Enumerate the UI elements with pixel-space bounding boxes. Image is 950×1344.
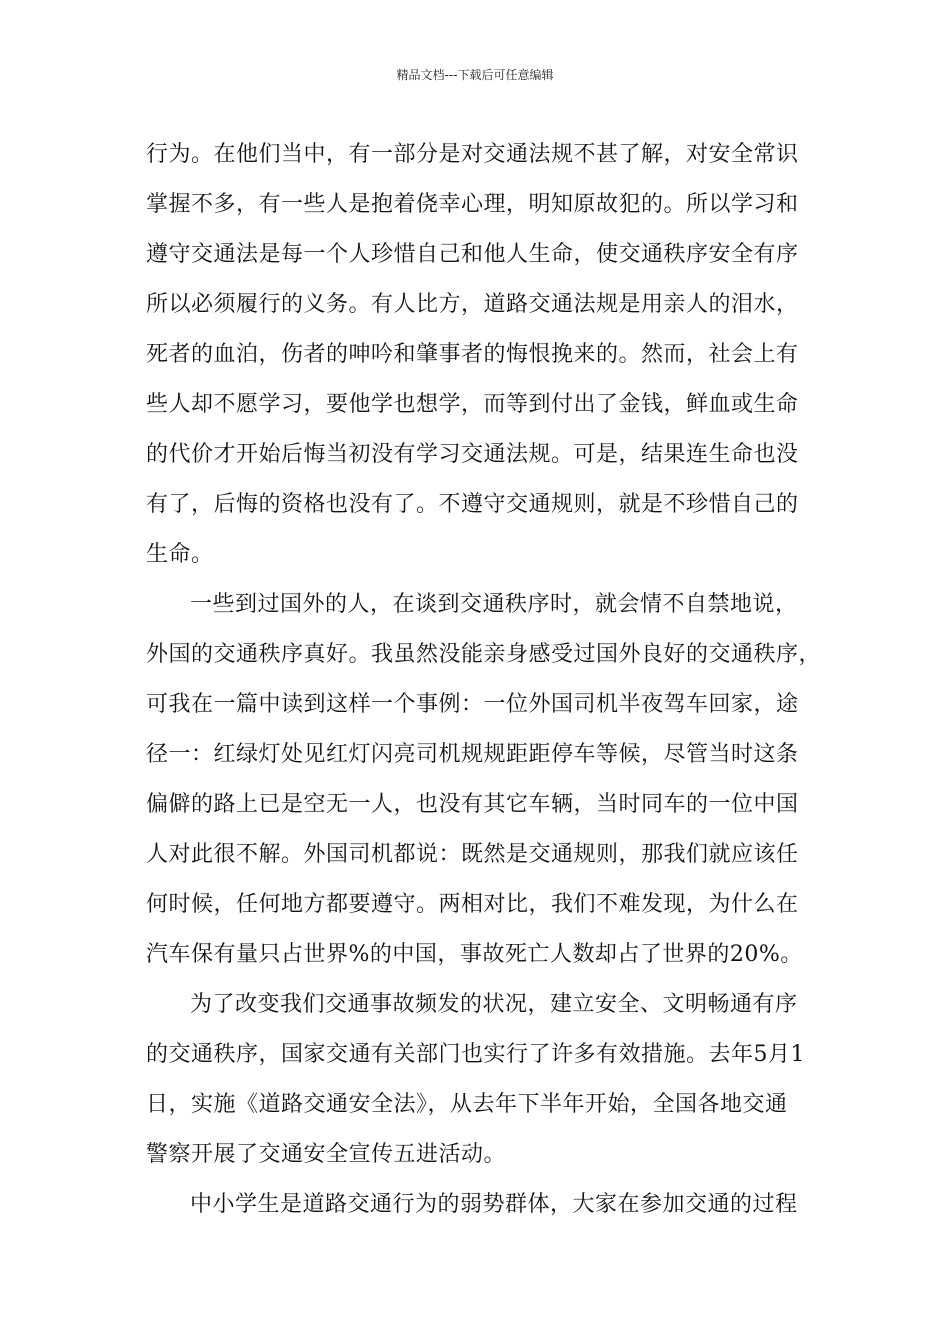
text-line: 的交通秩序，国家交通有关部门也实行了许多有效措施。去年5月1 — [146, 1042, 805, 1067]
paragraph-start-line: 为了改变我们交通事故频发的状况，建立安全、文明畅通有序 — [190, 992, 798, 1017]
text-line: 可我在一篇中读到这样一个事例：一位外国司机半夜驾车回家，途 — [146, 692, 799, 717]
text-line: 行为。在他们当中，有一部分是对交通法规不甚了解，对安全常识 — [146, 142, 799, 167]
text-line: 有了，后悔的资格也没有了。不遵守交通规则，就是不珍惜自己的 — [146, 492, 799, 517]
text-line: 警察开展了交通安全宣传五进活动。 — [146, 1142, 507, 1167]
paragraph-start-line: 中小学生是道路交通行为的弱势群体，大家在参加交通的过程 — [190, 1192, 798, 1217]
text-line: 生命。 — [146, 542, 214, 567]
text-line: 的代价才开始后悔当初没有学习交通法规。可是，结果连生命也没 — [146, 442, 799, 467]
paragraph-start-line: 一些到过国外的人，在谈到交通秩序时，就会情不自禁地说， — [190, 592, 798, 617]
text-line: 人对此很不解。外国司机都说：既然是交通规则，那我们就应该任 — [146, 842, 799, 867]
text-line: 径一：红绿灯处见红灯闪亮司机规规距距停车等候，尽管当时这条 — [146, 742, 799, 767]
text-line: 所以必须履行的义务。有人比方，道路交通法规是用亲人的泪水， — [146, 292, 799, 317]
text-line: 外国的交通秩序真好。我虽然没能亲身感受过国外良好的交通秩序， — [146, 642, 822, 667]
text-line: 何时候，任何地方都要遵守。两相对比，我们不难发现，为什么在 — [146, 892, 799, 917]
text-line: 汽车保有量只占世界%的中国，事故死亡人数却占了世界的20%。 — [146, 942, 803, 967]
text-line: 些人却不愿学习，要他学也想学，而等到付出了金钱，鲜血或生命 — [146, 392, 799, 417]
text-line: 日，实施《道路交通安全法》，从去年下半年开始，全国各地交通 — [146, 1092, 788, 1117]
page-header: 精品文档---下载后可任意编辑 — [396, 68, 554, 82]
text-line: 掌握不多，有一些人是抱着侥幸心理，明知原故犯的。所以学习和 — [146, 192, 799, 217]
text-line: 死者的血泊，伤者的呻吟和肇事者的悔恨挽来的。然而，社会上有 — [146, 342, 799, 367]
text-line: 偏僻的路上已是空无一人，也没有其它车辆，当时同车的一位中国 — [146, 792, 799, 817]
text-line: 遵守交通法是每一个人珍惜自己和他人生命，使交通秩序安全有序 — [146, 242, 799, 267]
document-body — [146, 130, 822, 1230]
